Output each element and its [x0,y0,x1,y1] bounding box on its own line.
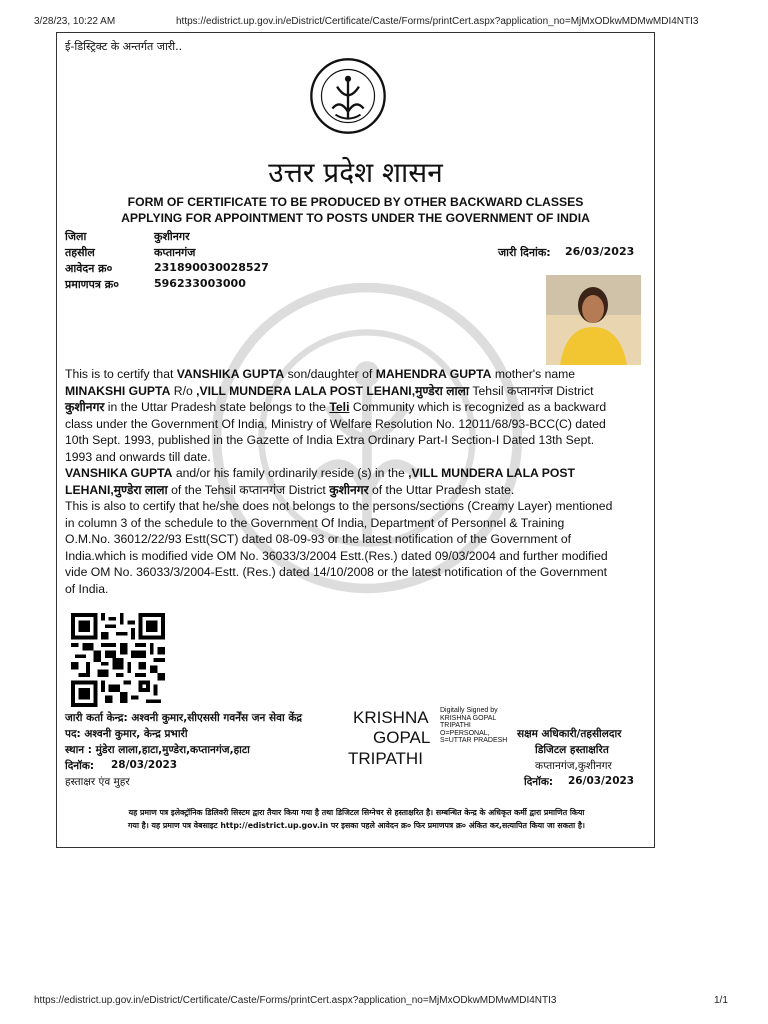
right-date-label: दिनॉक: [524,776,554,788]
form-heading-line1: FORM OF CERTIFICATE TO BE PRODUCED BY OTHER BACKWARD CLASSES [127,195,584,209]
body-line: कुशीनगर in the Uttar Pradesh state belongs to the Teli Community which is recognized as a backward [65,400,607,414]
certificate-page [56,32,655,848]
tehsil-label: तहसील [65,246,95,259]
digitally-signed-note: डिजिटल हस्ताक्षरित [535,744,609,756]
print-datetime: 3/28/23, 10:22 AM [34,16,116,27]
left-date-value: 28/03/2023 [111,759,178,771]
issue-date-value: 26/03/2023 [565,245,635,258]
body-line: This is also to certify that he/she does not belongs to the persons/sections (Creamy Layer) mentioned [65,499,613,513]
tehsil-value: कप्तानगंज [154,246,196,259]
left-date-label: दिनॉक: [65,760,95,772]
district-value: कुशीनगर [154,230,190,243]
sign-and-stamp-label: हस्ताक्षर एंव मुहर [65,776,130,788]
issuer-post: पद: अश्वनी कुमार, केन्द्र प्रभारी [65,728,188,740]
form-heading-line2: APPLYING FOR APPOINTMENT TO POSTS UNDER THE GOVERNMENT OF INDIA [121,211,590,225]
government-title: उत्तर प्रदेश शासन [268,156,443,189]
body-line: This is to certify that VANSHIKA GUPTA son/daughter of MAHENDRA GUPTA mother's name [65,367,576,381]
right-date-value: 26/03/2023 [568,775,635,787]
authority-title: सक्षम अधिकारी/तहसीलदार [517,728,622,740]
body-line: in column 3 of the schedule to the Government Of India, Department of Personnel & Training [65,515,565,530]
signer-name-line2: GOPAL [373,728,431,747]
certificate-no-value: 596233003000 [154,277,246,290]
page-count: 1/1 [714,995,728,1006]
body-line: vide OM No. 36033/3/2004-Estt. (Res.) dated 14/10/2008 or the latest notification of the Government [65,565,607,579]
body-line: 10th Sept. 1993, published in the Gazette of India Extra Ordinary Part-I Section-I Dated 13th Sept. [65,433,595,447]
authority-place: कप्तानगंज,कुशीनगर [535,760,612,772]
certificate-body [65,366,650,597]
up-government-emblem [309,57,387,135]
application-no-value: 231890030028527 [154,261,269,274]
print-url: https://edistrict.up.gov.in/eDistrict/Certificate/Caste/Forms/printCert.aspx?application_no=MjMxODkwMDMwMDI4NTI3 [176,16,699,27]
verification-notice: यह प्रमाण पत्र इलेक्ट्रॉनिक डिलिवरी सिस्टम द्वारा तैयार किया गया है तथा डिजिटल सिग्नेचर से हस्ताक्षरित है। सम्बन्धित केन्द्र के अधिकृत कर्मी द्वारा प्रमाणित किया गया है। यह प्रमाण पत्र वेबसाइट http://edistrict.up.gov.in पर इसका पहले आवेदन क्र० फिर प्रमाणपत्र क्र० अंकित कर,सत्यापित किया जा सकता है। [128,808,585,830]
body-line: O.M.No. 36012/22/93 Estt(SCT) dated 08-09-93 or the latest notification of the Government of [65,532,572,546]
print-footer-url: https://edistrict.up.gov.in/eDistrict/Certificate/Caste/Forms/printCert.aspx?application_no=MjMxODkwMDMwMDI4NTI3 [34,995,557,1006]
body-line: class under the Government Of India, Ministry of Welfare Resolution No. 12011/68/93-BCC(C) dated [65,416,606,431]
body-line: VANSHIKA GUPTA and/or his family ordinarily reside (s) in the ,VILL MUNDERA LALA POST [65,466,575,480]
digital-signature-details: Digitally Signed by KRISHNA GOPAL TRIPATHI O=PERSONAL, S=UTTAR PRADESH [440,707,508,744]
issue-date-label: जारी दिनांक: [498,246,551,259]
body-line: India.which is modified vide OM No. 36033/3/2004 Estt.(Res.) dated 09/03/2004 and further modified [65,548,608,563]
body-line: 1993 and onwards till date. [65,449,211,464]
body-line: of India. [65,581,109,596]
certificate-no-label: प्रमाणपत्र क्र० [65,278,119,291]
issue-place: स्थान : मुंडेरा लाला,हाटा,मुण्डेरा,कप्तानगंज,हाटा [65,744,250,756]
issuing-center: जारी कर्ता केन्द्र: अश्वनी कुमार,सीएससी गवर्नेंस जन सेवा केंद्र [65,712,302,724]
signer-name-line3: TRIPATHI [348,749,423,768]
issued-under-note: ई-डिस्ट्रिक्ट के अन्तर्गत जारी.. [65,40,183,53]
applicant-photo [546,275,641,365]
district-label: जिला [65,230,87,243]
body-line: LEHANI,मुण्डेरा लाला of the Tehsil कप्तानगंज District कुशीनगर of the Uttar Pradesh state. [65,482,515,497]
body-line: MINAKSHI GUPTA R/o ,VILL MUNDERA LALA POST LEHANI,मुण्डेरा लाला Tehsil कप्तानगंज District [65,383,594,398]
signer-name-line1: KRISHNA [353,708,429,727]
application-no-label: आवेदन क्र० [65,262,113,275]
qr-code [68,613,168,707]
